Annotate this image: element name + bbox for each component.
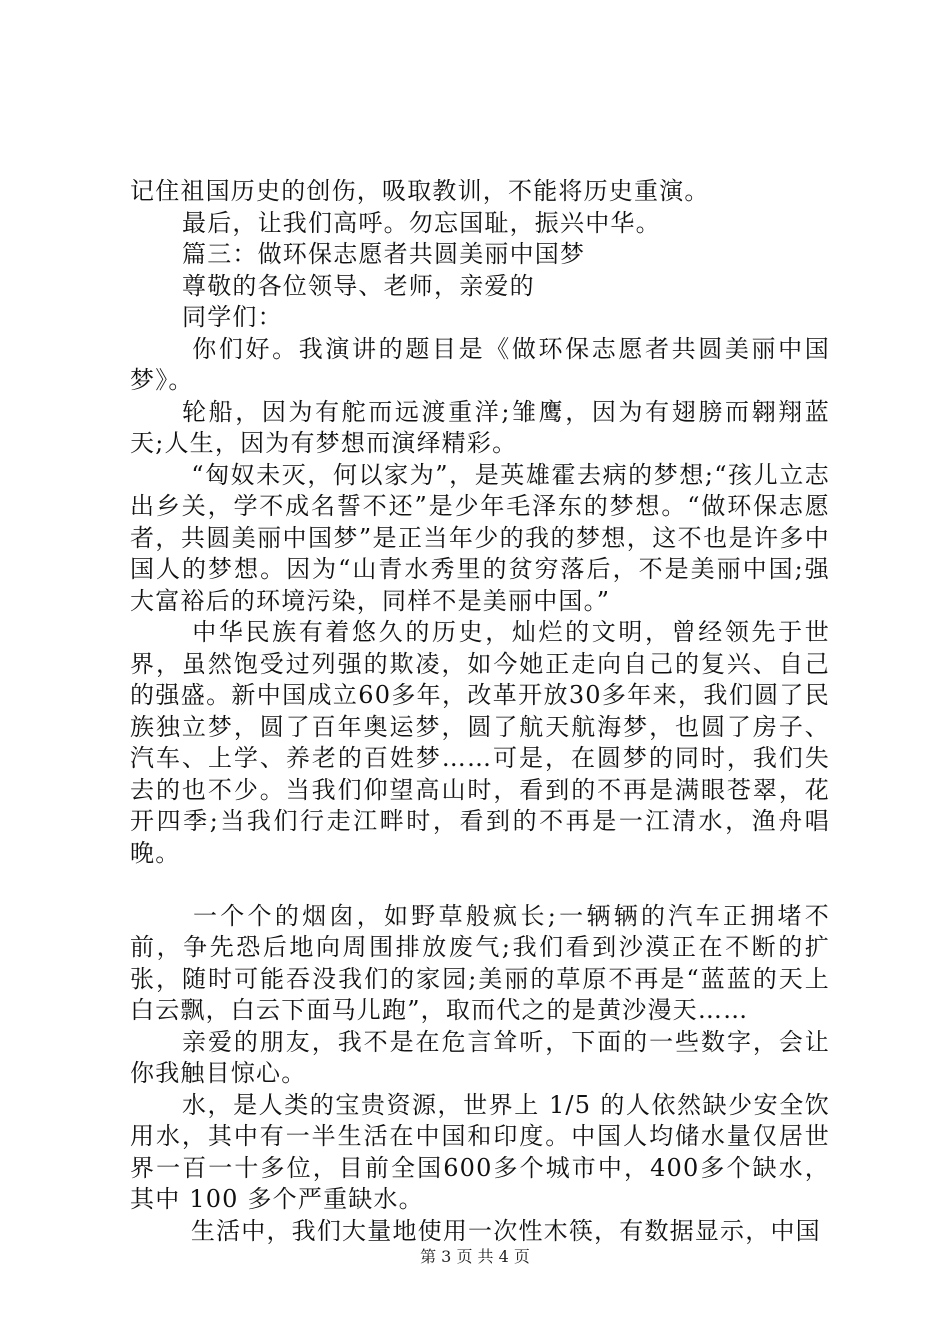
salutation: 同学们： — [182, 303, 283, 331]
paragraph: 记住祖国历史的创伤，吸取教训，不能将历史重演。 — [130, 177, 710, 205]
paragraph: 你们好。我演讲的题目是《做环保志愿者共圆美丽中国梦》。 — [130, 334, 830, 394]
blank-line — [130, 869, 830, 901]
paragraph: 亲爱的朋友，我不是在危言耸听，下面的一些数字，会让你我触目惊心。 — [130, 1027, 830, 1087]
paragraph: 轮船，因为有舵而远渡重洋;雏鹰，因为有翅膀而翱翔蓝天;人生，因为有梦想而演绎精彩。 — [130, 397, 830, 457]
paragraph: 生活中，我们大量地使用一次性木筷，有数据显示，中国 — [182, 1216, 821, 1245]
paragraph: “匈奴未灭，何以家为”，是英雄霍去病的梦想;“孩儿立志出乡关，学不成名誓不还”是少年毛泽东的梦想。“做环保志愿者，共圆美丽中国梦”是正当年少的我的梦想，这不也是许多中国人的梦想。因为“山青水秀里的贫穷落后，不是美丽中国;强大富裕后的环境污染，同样不是美丽中国。” — [130, 460, 830, 615]
paragraph: 一个个的烟囱，如野草般疯长;一辆辆的汽车正拥堵不前，争先恐后地向周围排放废气;我们看到沙漠正在不断的扩张，随时可能吞没我们的家园;美丽的草原不再是“蓝蓝的天上白云飘，白云下面马儿跑”，取而代之的是黄沙漫天…… — [130, 901, 830, 1024]
paragraph: 最后，让我们高呼。勿忘国耻，振兴中华。 — [182, 208, 661, 237]
page-number-footer: 第 3 页 共 4 页 — [420, 1247, 530, 1266]
paragraph: 水，是人类的宝贵资源，世界上 1/5 的人依然缺少安全饮用水，其中有一半生活在中国和印度。中国人均储水量仅居世界一百一十多位，目前全国600多个城市中，400多个缺水，其中 100 多个严重缺水。 — [130, 1090, 830, 1213]
paragraph: 中华民族有着悠久的历史，灿烂的文明，曾经领先于世界，虽然饱受过列强的欺凌，如今她正走向自己的复兴、自己的强盛。新中国成立60多年，改革开放30多年来，我们圆了民族独立梦，圆了百年奥运梦，圆了航天航海梦，也圆了房子、汽车、上学、养老的百姓梦……可是，在圆梦的同时，我们失去的也不少。当我们仰望高山时，看到的不再是满眼苍翠，花开四季;当我们行走江畔时，看到的不再是一江清水，渔舟唱晚。 — [130, 618, 830, 867]
document-body — [130, 176, 830, 1247]
salutation: 尊敬的各位领导、老师，亲爱的 — [182, 271, 535, 300]
section-heading: 篇三：做环保志愿者共圆美丽中国梦 — [182, 240, 586, 268]
